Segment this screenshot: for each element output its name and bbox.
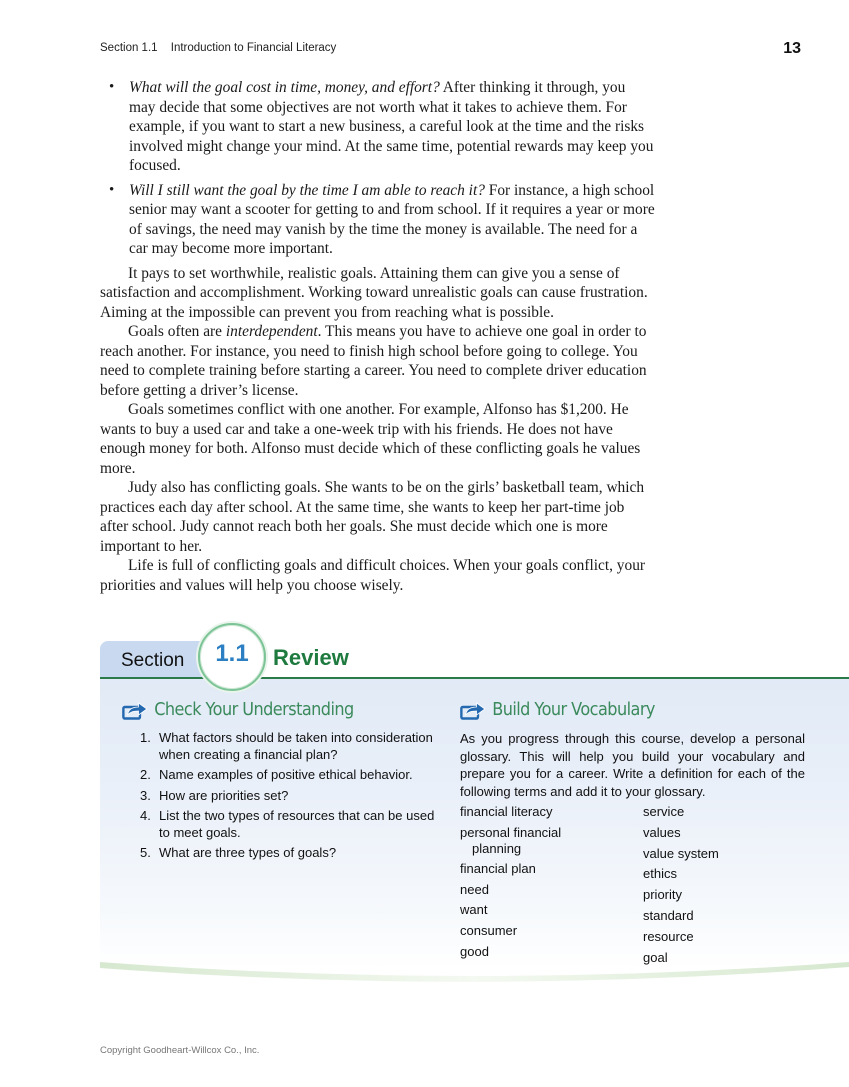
bullet-item	[100, 181, 655, 259]
vocab-term: value system	[643, 845, 719, 861]
vocab-term: standard	[643, 907, 694, 923]
share-arrow-icon	[122, 700, 148, 720]
paragraph	[100, 322, 655, 400]
vocab-term: consumer	[460, 922, 518, 938]
review-title: Review	[273, 645, 349, 670]
vocab-term: want	[460, 902, 488, 918]
question-text: List the two types of resources that can be used to meet goals.	[159, 808, 435, 840]
paragraph-text: . This means you have to achieve one goal in order to reach another. For instance, you need to finish high school before going to college. You need to complete training before starting a career. You need to complete driver education before getting a driver’s license.	[100, 323, 647, 399]
check-understanding-heading	[122, 698, 416, 722]
vocab-term: values	[643, 824, 681, 840]
vocab-term: good	[460, 943, 489, 959]
vocab-term: resource	[643, 928, 694, 944]
question-item	[122, 788, 442, 805]
question-number: 2.	[140, 767, 151, 782]
vocabulary-terms	[460, 804, 805, 970]
body-text	[100, 78, 655, 595]
bullet-text: After thinking it through, you may decide that some objectives are not worth what it takes to achieve them. For example, if you want to start a new business, a careful look at the time and the risks involved might change your mind. At the same time, potential rewards may keep you focused.	[129, 79, 654, 174]
question-list	[122, 730, 442, 862]
question-text: What factors should be taken into consideration when creating a financial plan?	[159, 730, 433, 762]
vocab-term: ethics	[643, 866, 677, 882]
share-arrow-icon	[460, 700, 486, 720]
running-head-section: Section 1.1	[100, 42, 158, 54]
paragraph-text: Goals often are	[128, 323, 226, 340]
paragraph: Judy also has conflicting goals. She wants to be on the girls’ basketball team, which practices each day after school. At the same time, she wants to keep her part-time job after school. Judy cannot reach both her goals. She must decide which one is more important to her.	[100, 479, 645, 555]
vocabulary-column-b	[643, 804, 719, 970]
paragraph: Goals sometimes conflict with one another. For example, Alfonso has $1,200. He wants to buy a used car and take a one-week trip with his friends. He does not have enough money for both. Alfonso must decide which of these conflicting goals he values more.	[100, 401, 641, 477]
vocab-term: goal	[643, 949, 668, 965]
bullet-item	[100, 78, 655, 176]
section-number-badge	[198, 623, 266, 691]
question-number: 1.	[140, 730, 151, 745]
vocab-term-line: personal financial	[460, 824, 562, 840]
question-number: 4.	[140, 808, 151, 823]
bullet-question: Will I still want the goal by the time I am able to reach it?	[129, 181, 485, 199]
question-number: 3.	[140, 787, 151, 803]
heading-text: Build Your Vocabulary	[492, 700, 655, 720]
heading-text: Check Your Understanding	[154, 700, 354, 720]
question-item	[122, 767, 442, 784]
question-item	[122, 808, 442, 841]
section-number: 1.1	[215, 640, 249, 667]
bullet-list	[100, 78, 655, 259]
running-head	[100, 42, 336, 54]
review-tab-label: Section	[121, 650, 185, 671]
vocab-term	[460, 825, 643, 857]
vocabulary-intro: As you progress through this course, develop a personal glossary. This will help you build your vocabulary and prepare you for a career. Write a definition for each of the following terms and add it to your glossary.	[460, 731, 805, 799]
paragraph: Life is full of conflicting goals and difficult choices. When your goals conflict, your priorities and values will help you choose wisely.	[100, 557, 646, 594]
vocabulary-column-a	[460, 804, 643, 970]
build-vocabulary	[460, 698, 805, 970]
paragraph: It pays to set worthwhile, realistic goals. Attaining them can give you a sense of satisfaction and accomplishment. Working toward unrealistic goals can cause frustration. Aiming at the impossible can prevent you from reaching what is possible.	[100, 264, 648, 321]
vocab-term: priority	[643, 887, 683, 903]
emphasized-term: interdependent	[225, 323, 318, 340]
build-vocabulary-heading	[460, 698, 777, 722]
vocab-term: financial literacy	[460, 804, 553, 819]
question-number: 5.	[140, 845, 151, 860]
question-text: Name examples of positive ethical behavior.	[159, 767, 413, 782]
copyright-notice: Copyright Goodheart-Willcox Co., Inc.	[100, 1045, 260, 1056]
page-number: 13	[783, 40, 801, 57]
vocab-term: service	[643, 804, 685, 819]
vocab-term: need	[460, 881, 489, 897]
running-head-title: Introduction to Financial Literacy	[170, 42, 337, 54]
bullet-text: For instance, a high school senior may want a scooter for getting to and from school. If it requires a year or more of savings, the need may vanish by the time the money is available. The need for a car may become more important.	[129, 181, 655, 257]
question-item	[122, 730, 442, 763]
question-item	[122, 845, 442, 862]
vocab-term-line: planning	[472, 840, 522, 856]
vocab-term: financial plan	[460, 861, 536, 877]
section-review	[100, 620, 849, 990]
question-text: What are three types of goals?	[159, 845, 337, 860]
question-text: How are priorities set?	[159, 787, 289, 803]
check-understanding	[122, 698, 442, 866]
bullet-question: What will the goal cost in time, money, and effort?	[129, 79, 440, 96]
